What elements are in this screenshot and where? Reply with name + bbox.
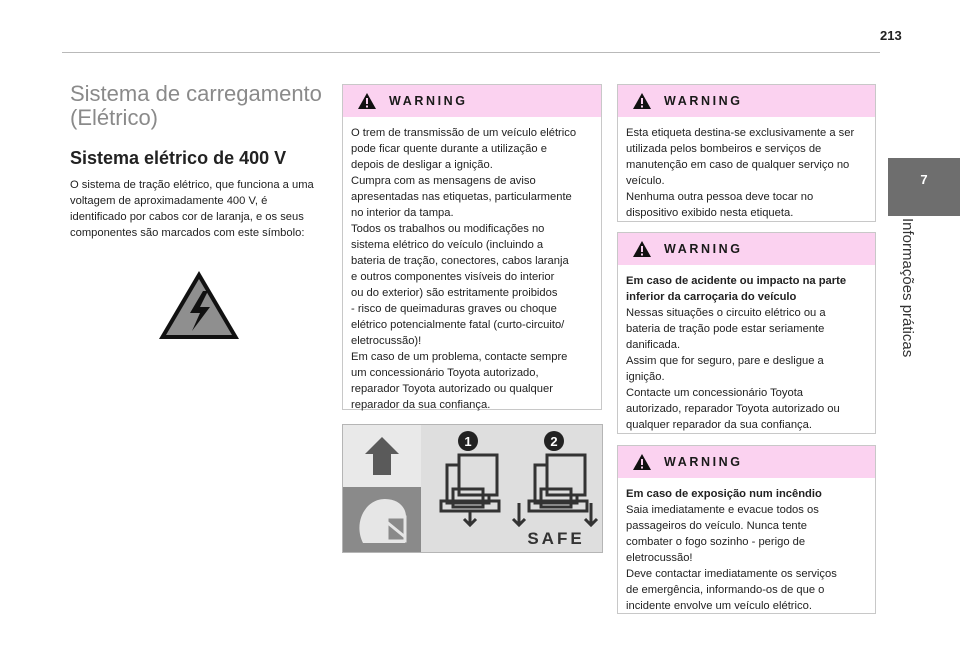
warning-triangle-icon bbox=[357, 92, 377, 110]
header-divider bbox=[62, 52, 880, 53]
step-1-number: 1 bbox=[464, 434, 472, 449]
step-2-number: 2 bbox=[550, 434, 558, 449]
subsection-title: Sistema elétrico de 400 V bbox=[70, 148, 287, 168]
warning-title: WARNING bbox=[664, 94, 743, 108]
section-title: Sistema de carregamento (Elétrico) bbox=[70, 81, 322, 130]
warning-box-fire bbox=[617, 445, 876, 614]
warning-triangle-icon bbox=[632, 240, 652, 258]
warning-lead: Em caso de acidente ou impacto na parte inferior da carroçaria do veículo bbox=[626, 275, 847, 303]
warning-lead: Em caso de exposição num incêndio bbox=[626, 488, 822, 500]
warning-triangle-icon bbox=[632, 453, 652, 471]
warning-header bbox=[618, 233, 875, 265]
page-number: 213 bbox=[880, 28, 902, 43]
warning-title: WARNING bbox=[389, 94, 468, 108]
step-2-badge bbox=[544, 431, 564, 451]
warning-text: Esta etiqueta destina-se exclusivamente a ser utilizada pelos bombeiros e serviços de manutenção em caso de qualquer serviço no veículo. Nenhuma outra pessoa deve tocar no dispositivo exibido nesta etiqueta. bbox=[626, 127, 855, 219]
warning-box-accident bbox=[617, 232, 876, 434]
warning-text: Saia imediatamente e evacue todos os passageiros do veículo. Nunca tente combater o fogo sozinho - perigo de eletrocussão! Deve contactar imediatamente os serviços de emergência, informando-os de que o incidente envolve um veículo elétrico. bbox=[626, 504, 837, 612]
warning-title: WARNING bbox=[664, 242, 743, 256]
warning-header bbox=[343, 85, 601, 117]
warning-text: Nessas situações o circuito elétrico ou a bateria de tração pode estar seriamente danificada. Assim que for seguro, pare e desligue a ignição. Contacte um concessionário Toyota autorizado, reparador Toyota autorizado ou qualquer reparador da sua confiança. bbox=[626, 307, 840, 431]
warning-triangle-icon bbox=[632, 92, 652, 110]
step-1-badge bbox=[458, 431, 478, 451]
warning-title: WARNING bbox=[664, 455, 743, 469]
chapter-label: Informações práticas bbox=[899, 218, 916, 358]
intro-paragraph: O sistema de tração elétrico, que funciona a uma voltagem de aproximadamente 400 V, é identificado por cabos cor de laranja, e os seus componentes são marcados com este símbolo: bbox=[70, 179, 314, 239]
chapter-number: 7 bbox=[920, 172, 928, 187]
warning-box-label bbox=[617, 84, 876, 222]
warning-text: O trem de transmissão de um veículo elétrico pode ficar quente durante a utilização e depois de desligar a ignição. Cumpra com as mensagens de aviso apresentadas nas etiquetas, particularmente no interior da tampa. Todos os trabalhos ou modificações no sistema elétrico do veículo (incluindo a bateria de tração, conectores, cabos laranja e outros componentes visíveis do interior ou do exterior) são estritamente proibidos - risco de queimaduras graves ou choque elétrico potencialmente fatal (curto-circuito/ eletrocussão)! Em caso de um problema, contacte sempre um concessionário Toyota autorizado, reparador Toyota autorizado ou qualquer reparador da sua confiança. bbox=[351, 127, 577, 411]
warning-box-electrical bbox=[342, 84, 602, 410]
warning-header bbox=[618, 85, 875, 117]
safe-label: SAFE bbox=[527, 529, 585, 548]
high-voltage-icon bbox=[156, 267, 242, 343]
left-column bbox=[70, 82, 326, 343]
warning-header bbox=[618, 446, 875, 478]
firefighter-label-illustration bbox=[342, 424, 603, 553]
chapter-tab bbox=[888, 158, 960, 216]
